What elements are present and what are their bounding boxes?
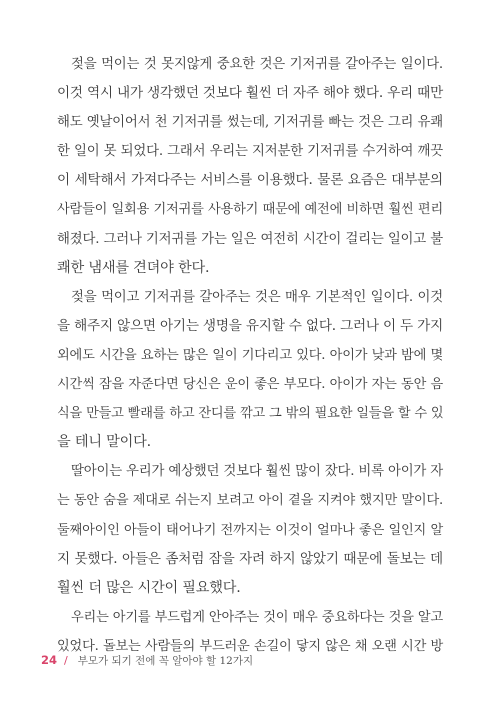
text-line: 지 못했다. 아들은 좀처럼 잠을 자려 하지 않았기 때문에 돌보는 데 [57,550,443,567]
text-line: 있었다. 돌보는 사람들의 부드러운 손길이 닿지 않은 채 오랜 시간 방 [57,638,443,654]
text-line: 한 일이 못 되었다. 그래서 우리는 지저분한 기저귀를 수거하여 깨끗 [57,144,443,160]
text-line: 시간씩 잠을 자준다면 당신은 운이 좋은 부모다. 아이가 자는 동안 음 [57,377,443,393]
text-line: 우리는 아기를 부드럽게 안아주는 것이 매우 중요하다는 것을 알고 [71,609,443,625]
text-line: 해도 옛날이어서 천 기저귀를 썼는데, 기저귀를 빠는 것은 그리 유쾌 [57,115,443,131]
paragraph-3 [57,457,443,602]
body-text [57,50,443,661]
page-footer [41,651,253,669]
text-line: 젖을 먹이고 기저귀를 갈아주는 것은 매우 기본적인 일이다. 이것 [71,289,443,305]
text-line: 둘째아이인 아들이 태어나기 전까지는 이것이 얼마나 좋은 일인지 알 [57,522,443,538]
text-line: 딸아이는 우리가 예상했던 것보다 훨씬 많이 잤다. 비록 아이가 자 [71,464,443,480]
paragraph-1 [57,50,443,283]
footer-separator: / [64,653,68,667]
text-line: 식을 만들고 빨래를 하고 잔디를 깎고 그 밖의 필요한 일들을 할 수 있 [57,406,444,422]
text-line: 쾌한 냄새를 견뎌야 한다. [57,259,210,276]
text-line: 을 테니 말이다. [57,434,151,451]
text-line: 외에도 시간을 요하는 많은 일이 기다리고 있다. 아이가 낮과 밤에 몇 [57,347,443,363]
page-number: 24 [41,653,58,667]
text-line: 는 동안 숨을 제대로 쉬는지 보려고 아이 곁을 지켜야 했지만 말이다. [57,493,443,509]
text-line: 이것 역시 내가 생각했던 것보다 훨씬 더 자주 해야 했다. 우리 때만 [57,85,443,102]
running-book-title: 부모가 되기 전에 꼭 알아야 할 12가지 [77,654,254,667]
text-line: 젖을 먹이는 것 못지않게 중요한 것은 기저귀를 갈아주는 일이다. [71,57,443,72]
text-line: 이 세탁해서 가져다주는 서비스를 이용했다. 물론 요즘은 대부분의 [57,172,443,189]
text-line: 을 해주지 않으면 아기는 생명을 유지할 수 없다. 그러나 이 두 가지 [57,317,443,334]
paragraph-2 [57,283,443,458]
text-line: 해졌다. 그러나 기저귀를 가는 일은 여전히 시간이 걸리는 일이고 불 [57,231,443,247]
text-line: 사람들이 일회용 기저귀를 사용하기 때문에 예전에 비하면 훨씬 편리 [57,202,443,218]
text-line: 훨씬 더 많은 시간이 필요했다. [57,579,241,596]
